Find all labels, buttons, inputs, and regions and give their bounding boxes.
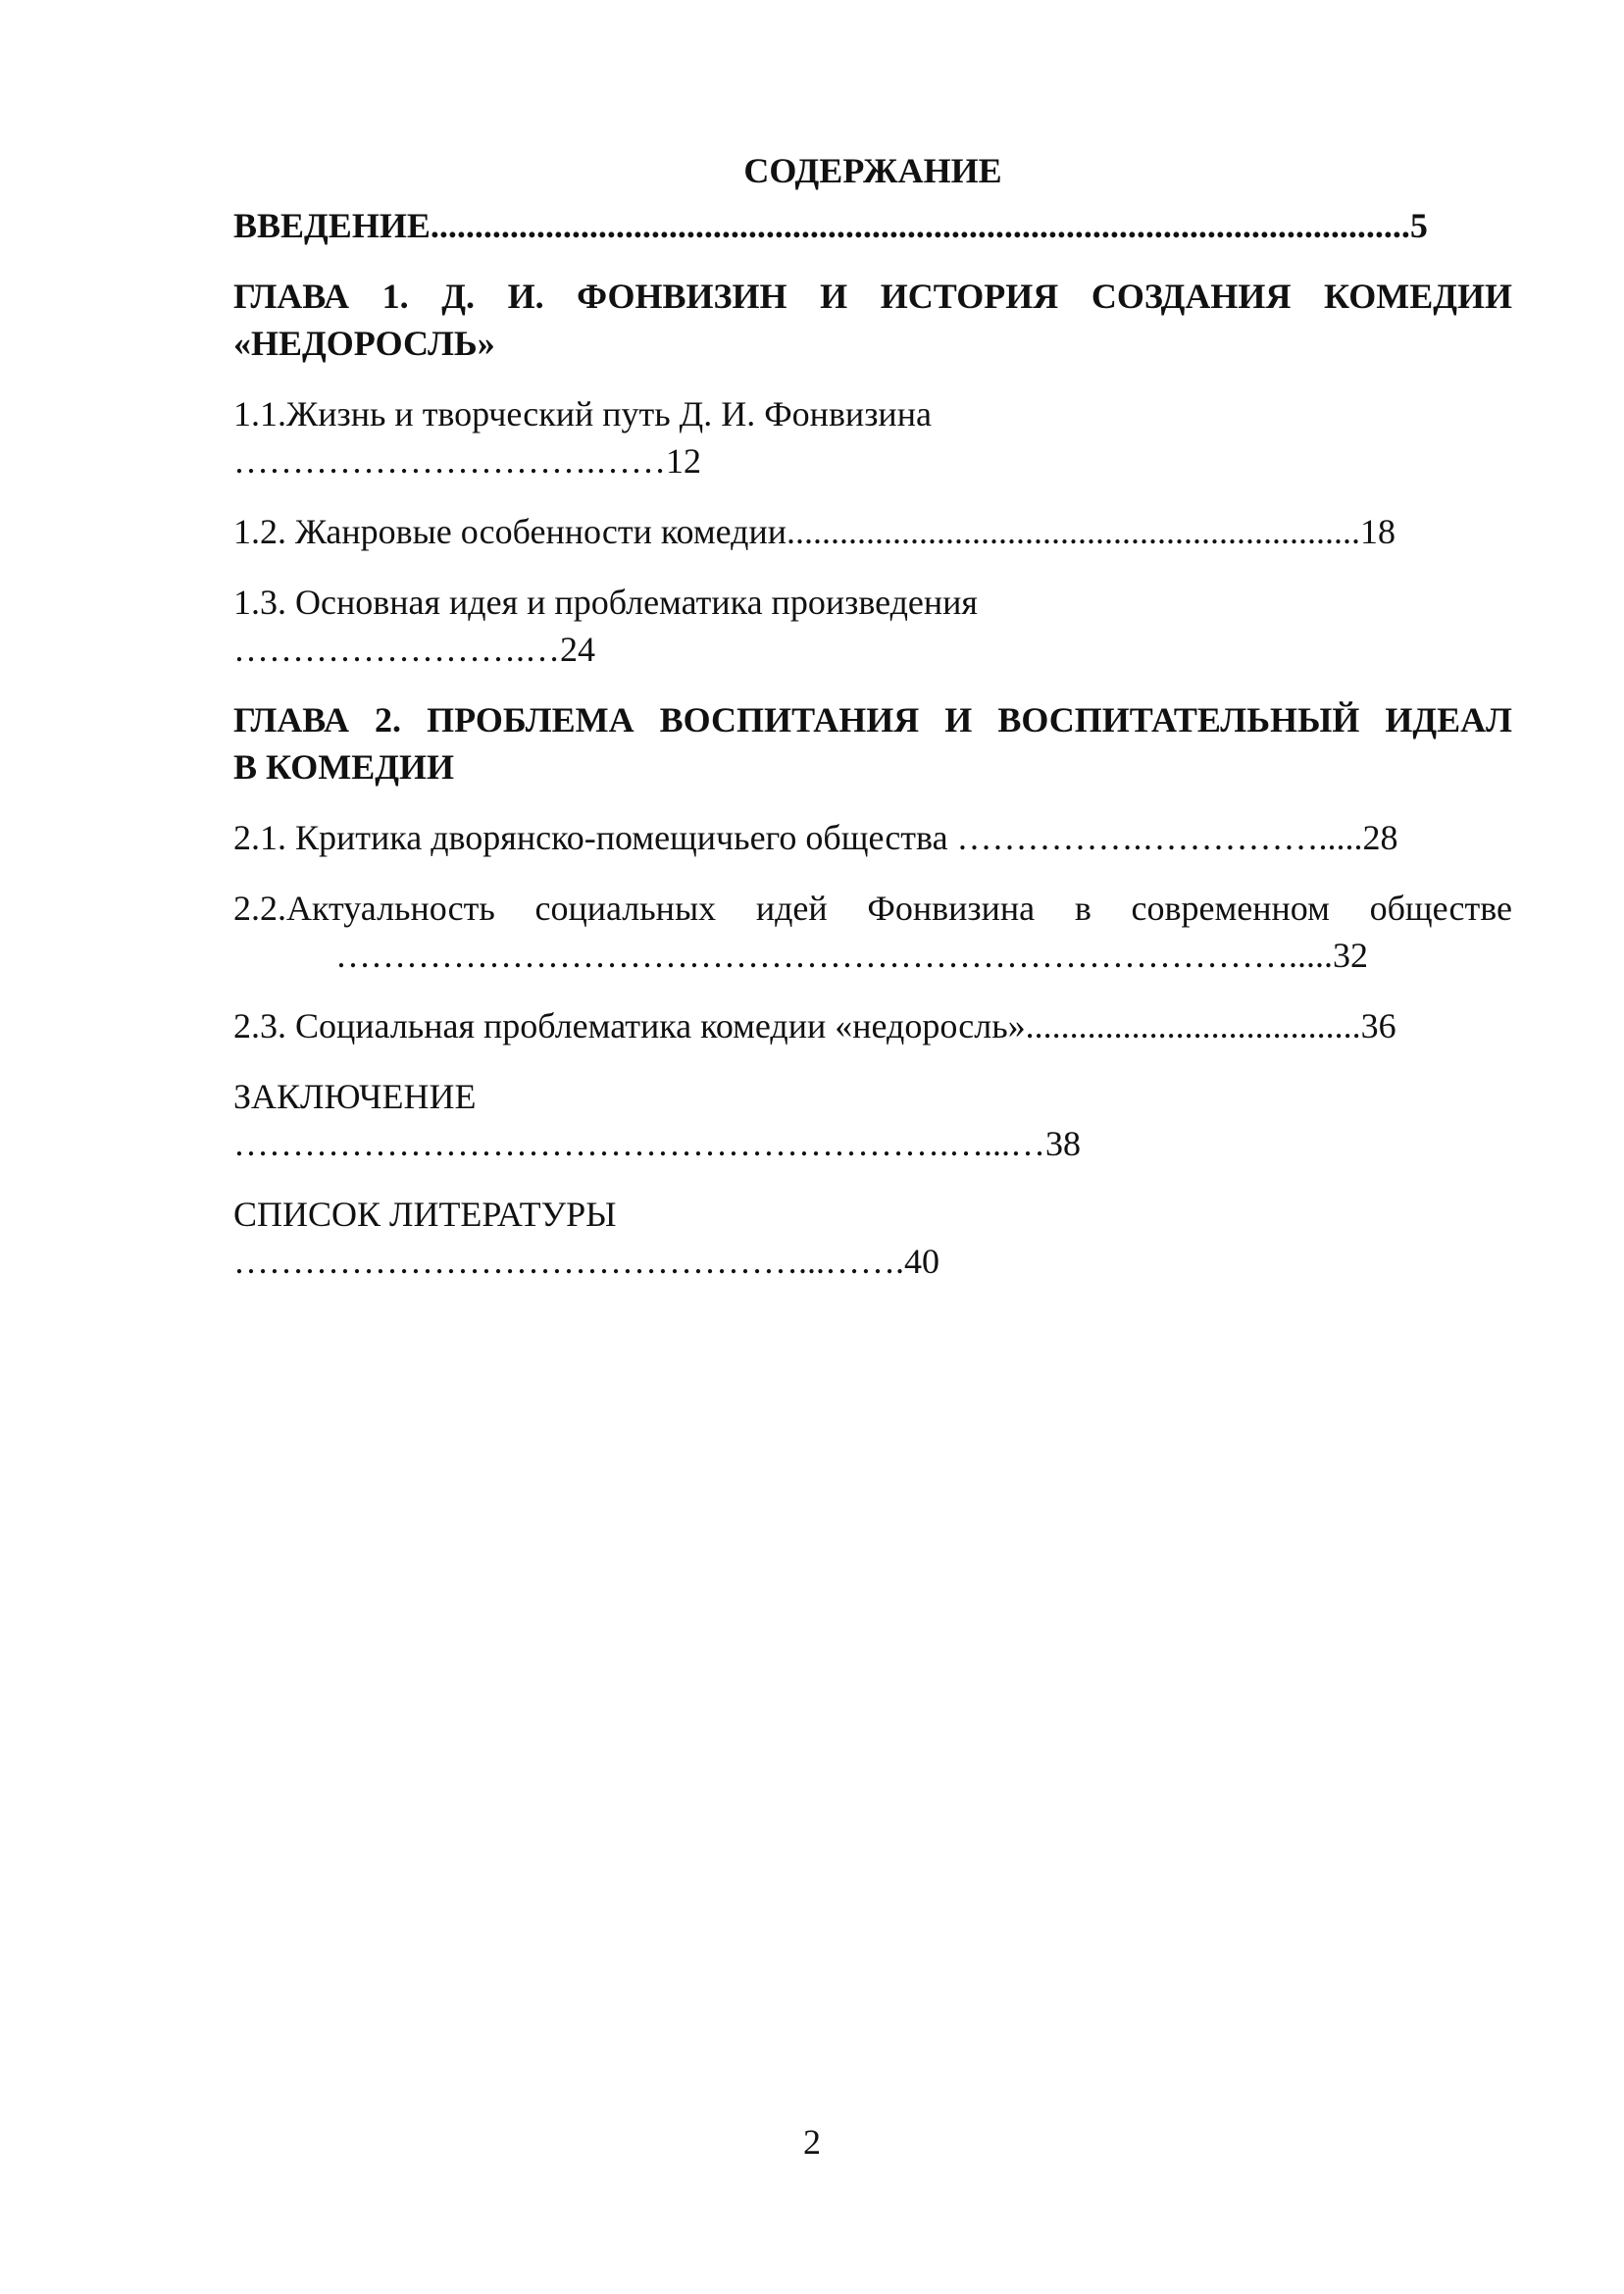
toc-entry-2-2 [233,885,1512,979]
toc-chapter-1-line-2: «НЕДОРОСЛЬ» [233,324,495,363]
page-number: 2 [803,2122,821,2162]
toc-chapter-1-line-1: ГЛАВА 1. Д. И. ФОНВИЗИН И ИСТОРИЯ СОЗДАНИЯ КОМЕДИИ [233,277,1512,316]
toc-entry-conclusion-leader: …………………………………………………….…...…38 [233,1124,1081,1163]
toc-entry-conclusion [233,1073,1512,1167]
toc-entry-2-3: 2.3. Социальная проблематика комедии «недоросль»......................................36 [233,1006,1396,1045]
toc-entry-1-2: 1.2. Жанровые особенности комедии.................................................................18 [233,512,1396,551]
toc-entry-references [233,1191,1512,1285]
toc-entry-1-1-title: 1.1.Жизнь и творческий путь Д. И. Фонвизина [233,394,932,433]
toc-entry-introduction: ВВЕДЕНИЕ...............................................................................................................5 [233,206,1428,245]
toc-chapter-2 [233,696,1512,790]
toc-entry-1-1 [233,390,1512,484]
toc-entry-2-2-title: 2.2.Актуальность социальных идей Фонвизина в современном обществе [233,889,1512,928]
toc-chapter-2-line-2: В КОМЕДИИ [233,747,454,787]
toc-chapter-1 [233,273,1512,367]
toc-entry-1-3-leader: …………………….…24 [233,630,595,669]
toc-entry-references-title: СПИСОК ЛИТЕРАТУРЫ [233,1195,617,1234]
toc-entry-2-1: 2.1. Критика дворянско-помещичьего общества …………….…………….....28 [233,818,1398,857]
toc-entry-references-leader: …………………………………………...…….40 [233,1242,939,1281]
table-of-contents [233,147,1512,1285]
toc-entry-1-3-title: 1.3. Основная идея и проблематика произведения [233,583,978,622]
toc-entry-1-1-leader: ………………………….……12 [233,441,701,481]
toc-entry-conclusion-title: ЗАКЛЮЧЕНИЕ [233,1077,477,1116]
toc-entry-1-3 [233,579,1512,673]
toc-title: СОДЕРЖАНИЕ [743,151,1002,190]
toc-chapter-2-line-1: ГЛАВА 2. ПРОБЛЕМА ВОСПИТАНИЯ И ВОСПИТАТЕЛЬНЫЙ ИДЕАЛ [233,700,1512,739]
toc-entry-2-2-leader: ……………………………………………………………………….....32 [335,936,1368,975]
